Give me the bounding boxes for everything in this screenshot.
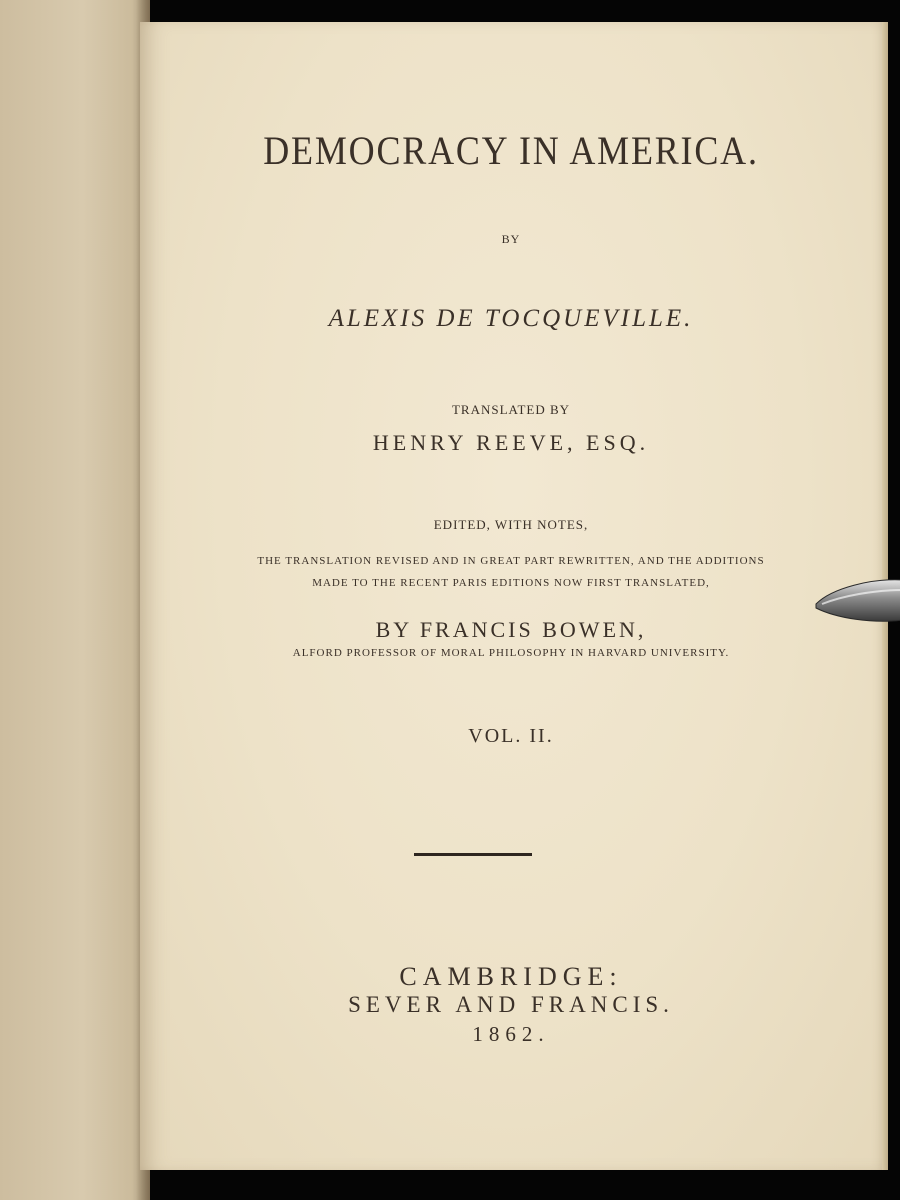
imprint-year: 1862.	[472, 1022, 550, 1046]
imprint-place: CAMBRIDGE:	[399, 962, 623, 991]
volume-number: VOL. II.	[468, 725, 554, 747]
metal-clip-icon	[812, 574, 900, 630]
author-name: ALEXIS DE TOCQUEVILLE.	[328, 305, 694, 332]
revision-note-line-1: THE TRANSLATION REVISED AND IN GREAT PART REWRITTEN, AND THE ADDITIONS	[257, 555, 765, 567]
editor-name: BY FRANCIS BOWEN,	[375, 617, 647, 642]
editor-title: ALFORD PROFESSOR OF MORAL PHILOSOPHY IN HARVARD UNIVERSITY.	[292, 647, 730, 659]
translator-name: HENRY REEVE, ESQ.	[372, 430, 650, 455]
title-page	[140, 22, 883, 1170]
divider-rule	[414, 853, 532, 856]
translated-by-label: TRANSLATED BY	[451, 402, 571, 417]
by-label: BY	[501, 232, 521, 246]
revision-note-line-2: MADE TO THE RECENT PARIS EDITIONS NOW FIRST TRANSLATED,	[312, 577, 710, 589]
book-title: DEMOCRACY IN AMERICA.	[263, 128, 759, 173]
edited-note: EDITED, WITH NOTES,	[433, 517, 589, 532]
left-flyleaf	[0, 0, 150, 1200]
imprint-publisher: SEVER AND FRANCIS.	[348, 992, 674, 1017]
